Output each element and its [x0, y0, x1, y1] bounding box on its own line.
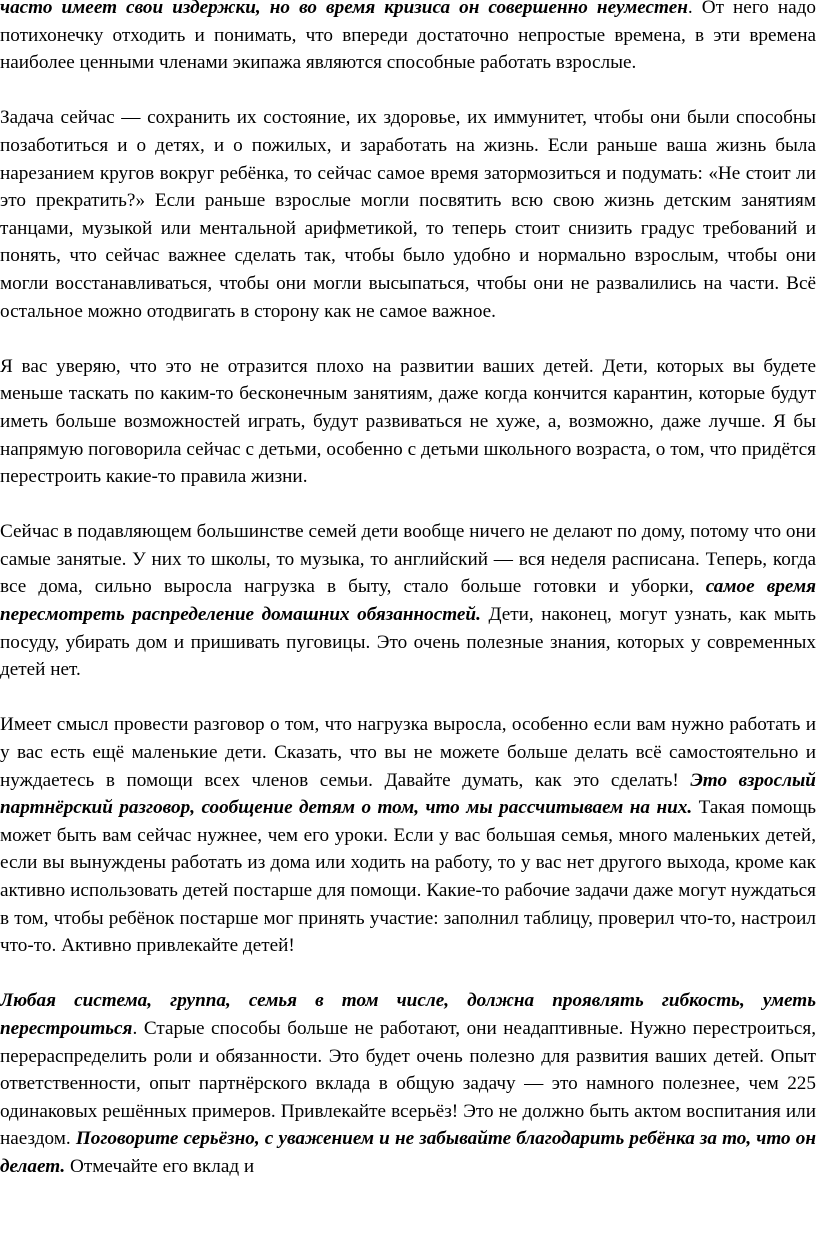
body-text: Дети, наконец, могут узнать, как мыть посуду, убирать дом и пришивать пуговицы. Это очень полезные знания, которых у современных детей нет.: [0, 604, 816, 681]
paragraph: [0, 987, 816, 1180]
body-text: Имеет смысл провести разговор о том, что нагрузка выросла, особенно если вам нужно работать и у вас есть ещё маленькие дети. Сказать, что вы не можете больше делать всё самостоятельно и нуждаетесь в помощи всех членов семьи. Давайте думать, как это сделать!: [0, 714, 816, 791]
emphasis-text: часто имеет свои издержки, но во время кризиса он совершенно неуместен: [0, 0, 688, 18]
body-text: Сейчас в подавляющем большинстве семей дети вообще ничего не делают по дому, потому что они самые занятые. У них то школы, то музыка, то английский — вся неделя расписана. Теперь, когда все дома, сильно выросла нагрузка в быту, стало больше готовки и уборки,: [0, 521, 816, 598]
paragraph: [0, 711, 816, 959]
paragraph: [0, 353, 816, 491]
body-text: . Старые способы больше не работают, они неадаптивные. Нужно перестроиться, перераспределить роли и обязанности. Это будет очень полезно для развития ваших детей. Опыт ответственности, опыт партнёрского вклада в общую задачу — это намного полезнее, чем 225 одинаковых решённых примеров. Привлекайте всерьёз! Это не должно быть актом воспитания или наездом.: [0, 1017, 816, 1150]
emphasis-text: самое время пересмотреть распределение домашних обязанностей.: [0, 576, 816, 626]
body-text: Я вас уверяю, что это не отразится плохо на развитии ваших детей. Дети, которых вы будете меньше таскать по каким-то бесконечным занятиям, даже когда кончится карантин, которые будут иметь больше возможностей играть, будут развиваться не хуже, а, возможно, даже лучше. Я бы напрямую поговорила сейчас с детьми, особенно с детьми школьного возраста, о том, что придётся перестроить какие-то правила жизни.: [0, 355, 816, 488]
paragraph: [0, 518, 816, 684]
emphasis-text: Любая система, группа, семья в том числе, должна проявлять гибкость, уметь перестроиться: [0, 990, 816, 1039]
emphasis-text: Это взрослый партнёрский разговор, сообщение детям о том, что мы рассчитываем на них.: [0, 769, 816, 819]
body-text: Отмечайте его вклад и: [65, 1155, 255, 1177]
body-text: . От него надо потихонечку отходить и понимать, что впереди достаточно непростые времена, в эти времена наиболее ценными членами экипажа являются способные работать взрослые.: [0, 0, 816, 74]
emphasis-text: Поговорите серьёзно, с уважением и не забывайте благодарить ребёнка за то, что он делает.: [0, 1128, 816, 1177]
body-text: Такая помощь может быть вам сейчас нужнее, чем его уроки. Если у вас большая семья, много маленьких детей, если вы вынуждены работать из дома или ходить на работу, то у вас нет другого выхода, кроме как активно использовать детей постарше для помощи. Какие-то рабочие задачи даже могут нуждаться в том, чтобы ребёнок постарше мог принять участие: заполнил таблицу, проверил что-то, настроил что-то. Активно привлекайте детей!: [0, 797, 816, 957]
body-text: Задача сейчас — сохранить их состояние, их здоровье, их иммунитет, чтобы они были способны позаботиться и о детях, и о пожилых, и заработать на жизнь. Если раньше ваша жизнь была нарезанием кругов вокруг ребёнка, то сейчас самое время затормозиться и подумать: «Не стоит ли это прекратить?» Если раньше взрослые могли посвятить всю свою жизнь детским занятиям танцами, музыкой или ментальной арифметикой, то теперь стоит снизить градус требований и понять, что сейчас важнее сделать так, чтобы было удобно и нормально взрослым, чтобы они могли восстанавливаться, чтобы они могли высыпаться, чтобы они не развалились на части. Всё остальное можно отодвигать в сторону как не самое важное.: [0, 107, 816, 322]
paragraph: [0, 0, 816, 77]
paragraph: [0, 104, 816, 325]
